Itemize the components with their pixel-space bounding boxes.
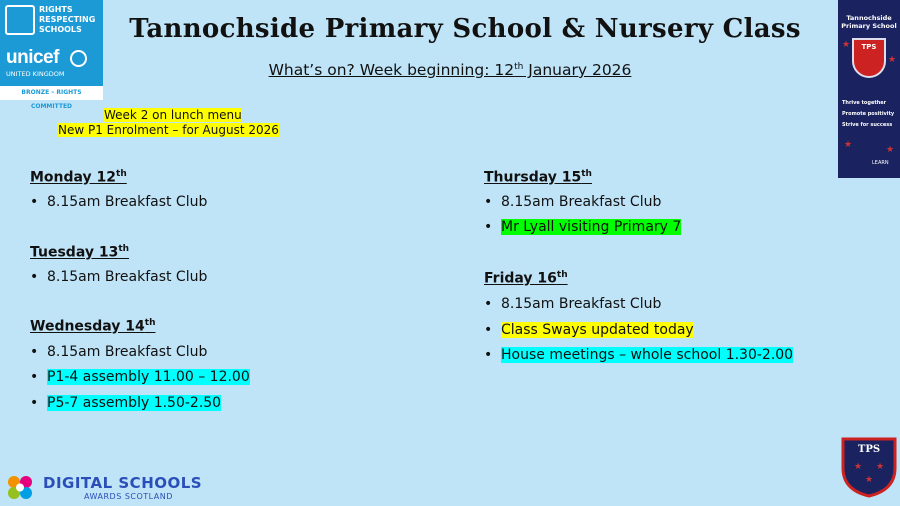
rights-respecting-icon (5, 5, 35, 35)
event-item: • Class Sways updated today (484, 322, 694, 338)
event-item: • P5-7 assembly 1.50-2.50 (30, 395, 222, 411)
poster-title: Tannochside Primary School (841, 14, 897, 30)
day-heading-thursday: Thursday 15th (484, 169, 592, 186)
event-item: • 8.15am Breakfast Club (30, 344, 208, 360)
star-icon: ★ (886, 145, 895, 155)
day-heading-tuesday: Tuesday 13th (30, 244, 130, 261)
event-item: • 8.15am Breakfast Club (484, 194, 662, 210)
event-item: • 8.15am Breakfast Club (30, 194, 208, 210)
unicef-country: UNITED KINGDOM (6, 70, 65, 78)
day-heading-monday: Monday 12th (30, 169, 127, 186)
unicef-globe-icon (70, 50, 87, 67)
event-item: • P1-4 assembly 11.00 – 12.00 (30, 369, 250, 385)
digital-schools-subtitle: AWARDS SCOTLAND (84, 492, 173, 501)
event-item: • House meetings – whole school 1.30-2.00 (484, 347, 794, 363)
tps-crest-icon (840, 436, 898, 498)
school-crest-icon: TPS (852, 38, 886, 78)
poster-motto: Thrive together Promote positivity Strive for success (842, 100, 895, 128)
event-item: • 8.15am Breakfast Club (484, 296, 662, 312)
day-heading-wednesday: Wednesday 14th (30, 318, 156, 335)
page-title: Tannochside Primary School & Nursery Class (129, 14, 801, 44)
week-subtitle: What’s on? Week beginning: 12th January 2026 (268, 61, 632, 79)
unicef-level: BRONZE – RIGHTS COMMITTED (0, 86, 103, 100)
event-item: • 8.15am Breakfast Club (30, 269, 208, 285)
svg-text:★: ★ (864, 475, 874, 485)
digital-schools-title: DIGITAL SCHOOLS (43, 474, 203, 492)
school-values-poster (838, 0, 900, 178)
day-heading-friday: Friday 16th (484, 270, 568, 287)
unicef-wordmark: unicef (6, 47, 59, 68)
star-icon: ★ (844, 140, 853, 150)
unicef-rights-respecting-badge (0, 0, 103, 110)
notice-lunch-menu: Week 2 on lunch menu (104, 108, 242, 122)
digital-schools-flower-icon (4, 472, 36, 502)
notice-p1-enrolment: New P1 Enrolment – for August 2026 (58, 123, 279, 137)
event-item: • Mr Lyall visiting Primary 7 (484, 219, 682, 235)
star-icon: ★ (888, 55, 897, 65)
rrs-label: RIGHTS RESPECTING SCHOOLS (39, 5, 96, 34)
poster-footer: LEARN (872, 160, 889, 166)
svg-text:★: ★ (875, 462, 885, 472)
star-icon: ★ (842, 40, 851, 50)
svg-text:★: ★ (853, 462, 863, 472)
crest-label: TPS (857, 444, 881, 455)
